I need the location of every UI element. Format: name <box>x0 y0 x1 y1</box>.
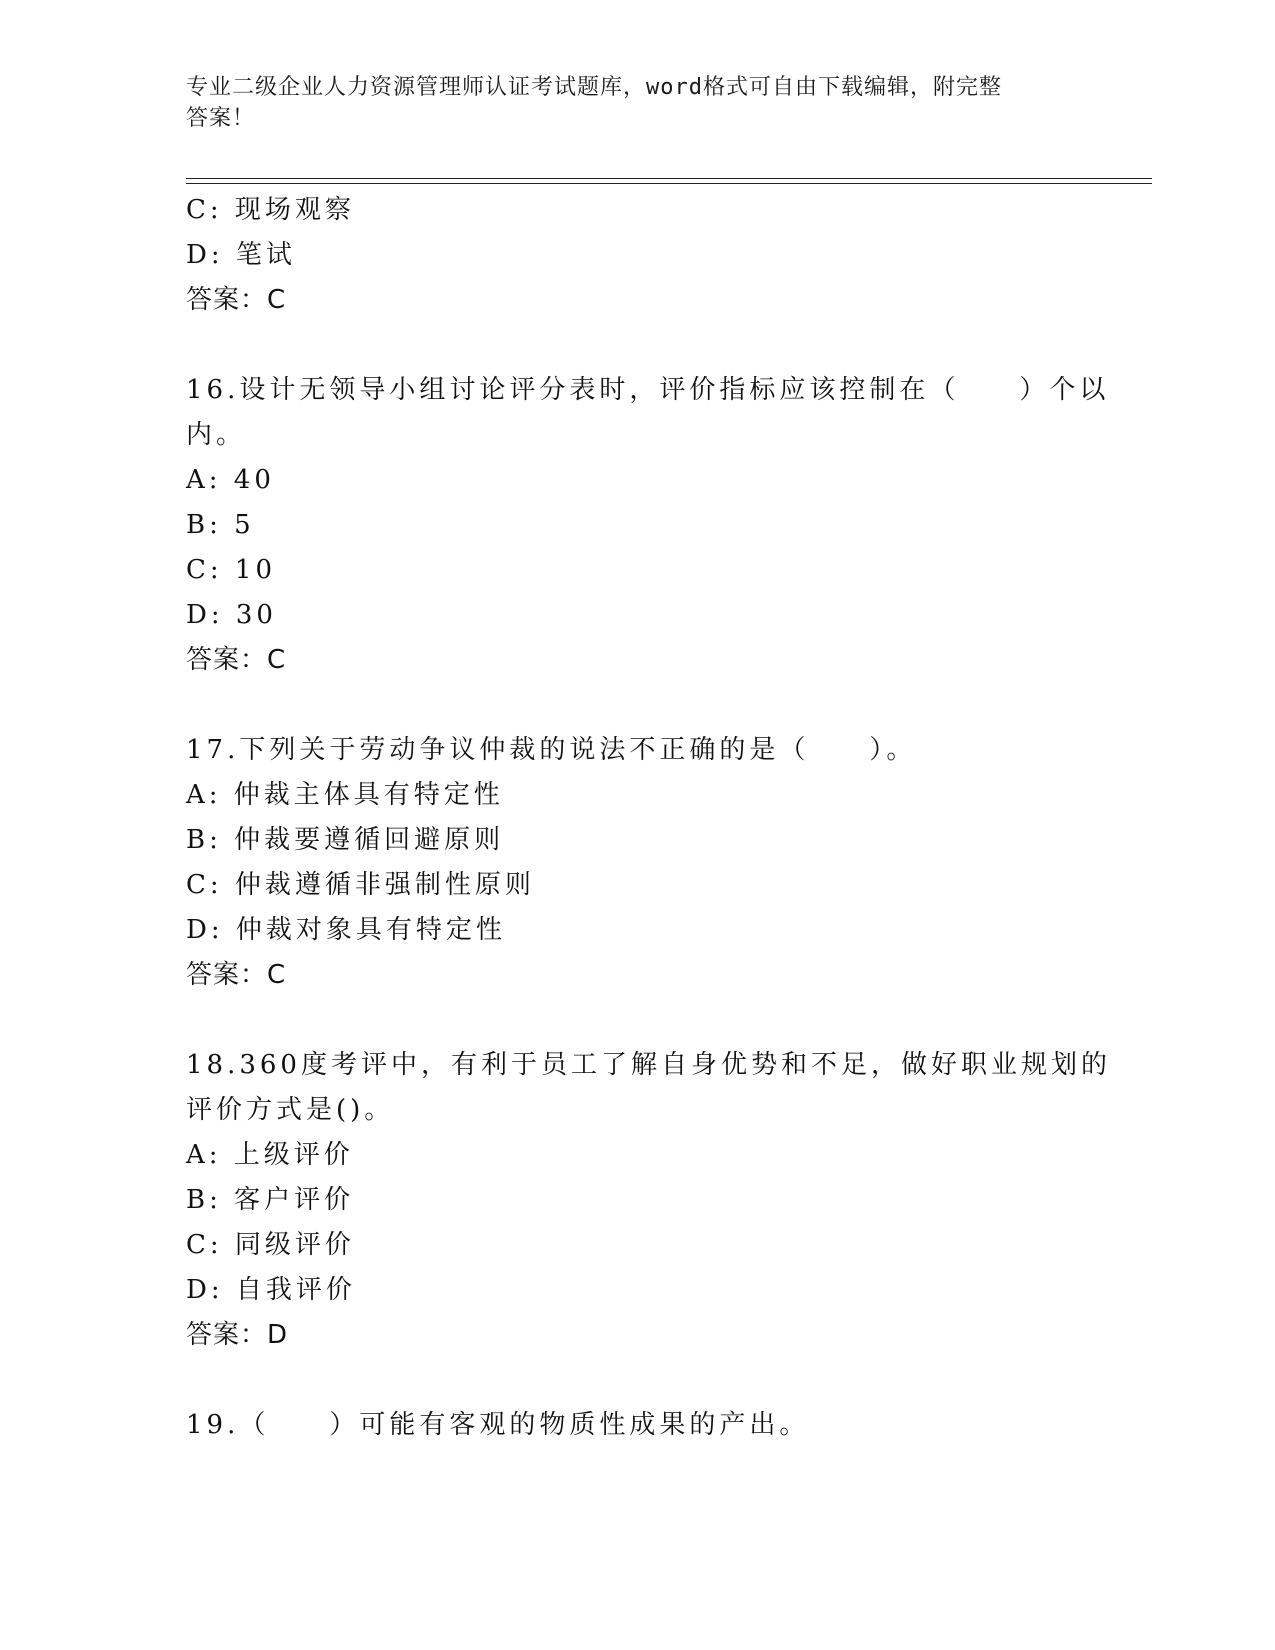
q18-answer: 答案：D <box>186 1320 289 1350</box>
header-line-1: 专业二级企业人力资源管理师认证考试题库，word格式可自由下载编辑，附完整 <box>186 75 1002 100</box>
q17-option-c: C: 仲裁遵循非强制性原则 <box>186 870 535 900</box>
q15-option-c: C: 现场观察 <box>186 195 355 225</box>
q15-option-d: D: 笔试 <box>186 240 296 270</box>
header-divider-top <box>186 178 1152 179</box>
document-header <box>186 72 1066 134</box>
q17-option-a: A: 仲裁主体具有特定性 <box>186 780 504 810</box>
q17-option-d: D: 仲裁对象具有特定性 <box>186 915 506 945</box>
q17-text-line-1: 17.下列关于劳动争议仲裁的说法不正确的是（ ）。 <box>186 735 917 765</box>
q16-text-line-1: 16.设计无领导小组讨论评分表时，评价指标应该控制在（ ）个以 <box>186 375 1110 405</box>
q15-answer: 答案：C <box>186 285 287 315</box>
q17-answer: 答案：C <box>186 960 287 990</box>
q16-option-c: C: 10 <box>186 555 277 585</box>
q18-text-line-1: 18.360度考评中，有利于员工了解自身优势和不足，做好职业规划的 <box>186 1050 1111 1080</box>
q18-option-b: B: 客户评价 <box>186 1185 355 1215</box>
header-line-2: 答案！ <box>186 106 256 131</box>
q17-option-b: B: 仲裁要遵循回避原则 <box>186 825 505 855</box>
q18-option-a: A: 上级评价 <box>186 1140 354 1170</box>
q16-option-d: D: 30 <box>186 600 277 630</box>
q16-answer: 答案：C <box>186 645 287 675</box>
q16-text-line-2: 内。 <box>186 420 247 450</box>
q18-option-d: D: 自我评价 <box>186 1275 356 1305</box>
q19-text-line-1: 19.（ ）可能有客观的物质性成果的产出。 <box>186 1410 810 1440</box>
header-divider-bottom <box>186 183 1152 184</box>
q16-option-b: B: 5 <box>186 510 255 540</box>
q16-option-a: A: 40 <box>186 465 275 495</box>
q18-text-line-2: 评价方式是()。 <box>186 1095 395 1125</box>
q18-option-c: C: 同级评价 <box>186 1230 355 1260</box>
